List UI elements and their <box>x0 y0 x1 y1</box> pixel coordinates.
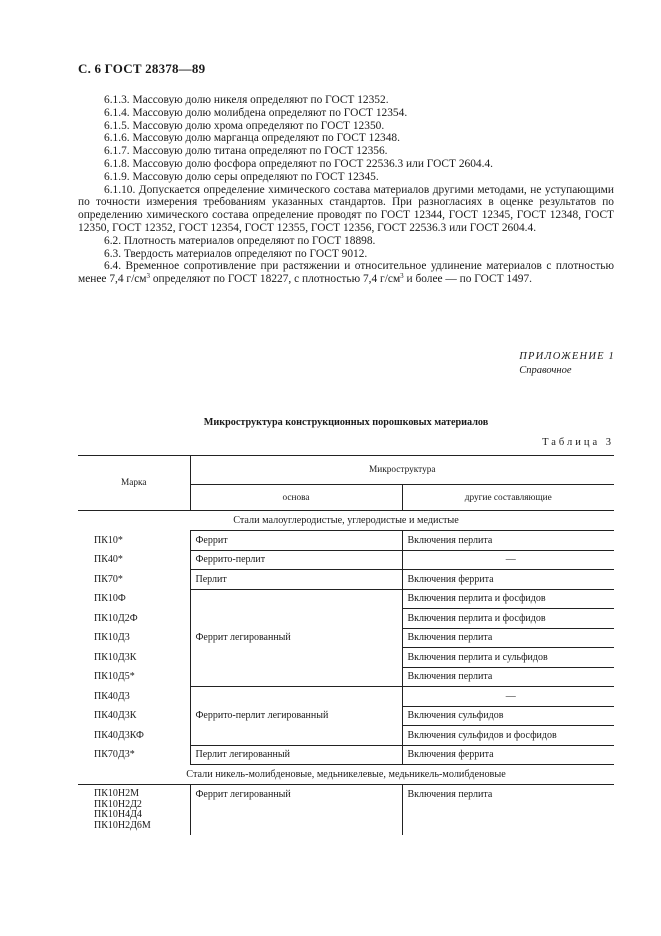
section-header-carbon-steels: Стали малоуглеродистые, углеродистые и медистые <box>233 515 459 526</box>
paragraph-6-1-6: 6.1.6. Массовую долю марганца определяют по ГОСТ 12348. <box>104 132 400 145</box>
table-row-mark: ПК40Д3К <box>94 710 137 722</box>
table-row-mark: ПК10* <box>94 534 123 546</box>
table-row-mark: ПК10Д3К <box>94 651 137 663</box>
paragraph-6-1-4: 6.1.4. Массовую долю молибдена определяют по ГОСТ 12354. <box>104 106 408 119</box>
paragraph-6-2: 6.2. Плотность материалов определяют по ГОСТ 18898. <box>104 234 376 247</box>
table-cell-base: Феррито-перлит легированный <box>190 687 402 746</box>
table-row-mark: ПК10Н2Д6М <box>94 819 151 831</box>
table-cell-other: Включения сульфидов и фосфидов <box>402 726 614 746</box>
table-cell-other: — <box>402 550 614 570</box>
table-cell-base: Перлит легированный <box>190 745 402 765</box>
table-cell-other: — <box>402 687 614 707</box>
table-cell-other: Включения феррита <box>402 570 614 590</box>
paragraph-6-1-5: 6.1.5. Массовую долю хрома определяют по ГОСТ 12350. <box>104 119 385 132</box>
table-cell-base: Феррит <box>190 531 402 551</box>
body-text <box>78 94 614 286</box>
table-cell-other: Включения перлита <box>402 667 614 687</box>
table-row-mark: ПК10Д5* <box>94 671 135 683</box>
table-row-mark: ПК10Ф <box>94 593 126 605</box>
table-cell-base: Феррит легированный <box>190 785 402 835</box>
table-row-mark-group <box>78 785 190 835</box>
table-row-mark: ПК10Н4Д4 <box>94 809 142 820</box>
paragraph-6-1-3: 6.1.3. Массовую долю никеля определяют по ГОСТ 12352. <box>104 94 389 106</box>
paragraph-6-1-8: 6.1.8. Массовую долю фосфора определяют по ГОСТ 22536.3 или ГОСТ 2604.4. <box>104 157 494 170</box>
table-cell-other: Включения перлита <box>402 628 614 648</box>
table-cell-other: Включения перлита <box>402 531 614 551</box>
appendix-label <box>519 350 615 378</box>
table-cell-base: Перлит <box>190 570 402 590</box>
section-header-nickel-steels: Стали никель-молибденовые, медьникелевые, медьникель-молибденовые <box>186 769 506 780</box>
appendix-subtitle: Справочное <box>519 365 572 376</box>
paragraph-6-3: 6.3. Твердость материалов определяют по ГОСТ 9012. <box>104 247 368 260</box>
paragraph-6-4: 6.4. Временное сопротивление при растяжении и относительное удлинение материалов с плотностью менее 7,4 $г/см^3$ определяют по ГОСТ 18227, с плотностью 7,4 $г/см^3$ и более — по ГОСТ 1497. <box>78 260 614 286</box>
table-row-mark: ПК70Д3* <box>94 749 135 761</box>
table-row-mark: ПК40Д3 <box>94 690 130 702</box>
table-cell-base: Феррит легированный <box>190 589 402 687</box>
appendix-title: ПРИЛОЖЕНИЕ 1 <box>519 351 615 362</box>
table-cell-base: Феррито-перлит <box>190 550 402 570</box>
table-cell-other: Включения перлита и фосфидов <box>402 609 614 629</box>
table-cell-other: Включения феррита <box>402 745 614 765</box>
table-title: Микроструктура конструкционных порошковых материалов <box>203 417 489 428</box>
table-row-mark: ПК70* <box>94 573 123 585</box>
table-row-mark: ПК10Н2М <box>94 788 140 799</box>
table-row-mark: ПК40* <box>94 554 123 566</box>
table-row-mark: ПК40Д3КФ <box>94 729 144 741</box>
microstructure-table <box>78 455 614 835</box>
paragraph-6-1-7: 6.1.7. Массовую долю титана определяют по ГОСТ 12356. <box>104 145 388 158</box>
table-number: Таблица 3 <box>542 437 614 448</box>
table-cell-other: Включения сульфидов <box>402 706 614 726</box>
table-row-mark: ПК10Д2Ф <box>94 612 138 624</box>
col-header-base: основа <box>190 485 402 511</box>
table-cell-other: Включения перлита <box>402 785 614 835</box>
table-row-mark: ПК10Н2Д2 <box>94 798 142 810</box>
paragraph-6-1-9: 6.1.9. Массовую долю серы определяют по ГОСТ 12345. <box>104 170 379 183</box>
table-row-mark: ПК10Д3 <box>94 632 130 644</box>
col-header-mark: Марка <box>78 456 190 511</box>
table-cell-other: Включения перлита и фосфидов <box>402 589 614 609</box>
paragraph-6-1-10: 6.1.10. Допускается определение химического состава материалов другими методами, не уступающими по точности измерения требованиям указанных стандартов. При разногласиях в оценке результатов по определению химического состава определение проводят по ГОСТ 12344, ГОСТ 12345, ГОСТ 12348, ГОСТ 12350, ГОСТ 12352, ГОСТ 12354, ГОСТ 12355, ГОСТ 12356, ГОСТ 22536.3 или ГОСТ 2604.4. <box>78 183 614 234</box>
col-header-microstructure: Микроструктура <box>190 456 614 485</box>
col-header-other: другие составляющие <box>402 485 614 511</box>
page-header: С. 6 ГОСТ 28378—89 <box>78 61 206 76</box>
table-cell-other: Включения перлита и сульфидов <box>402 648 614 668</box>
